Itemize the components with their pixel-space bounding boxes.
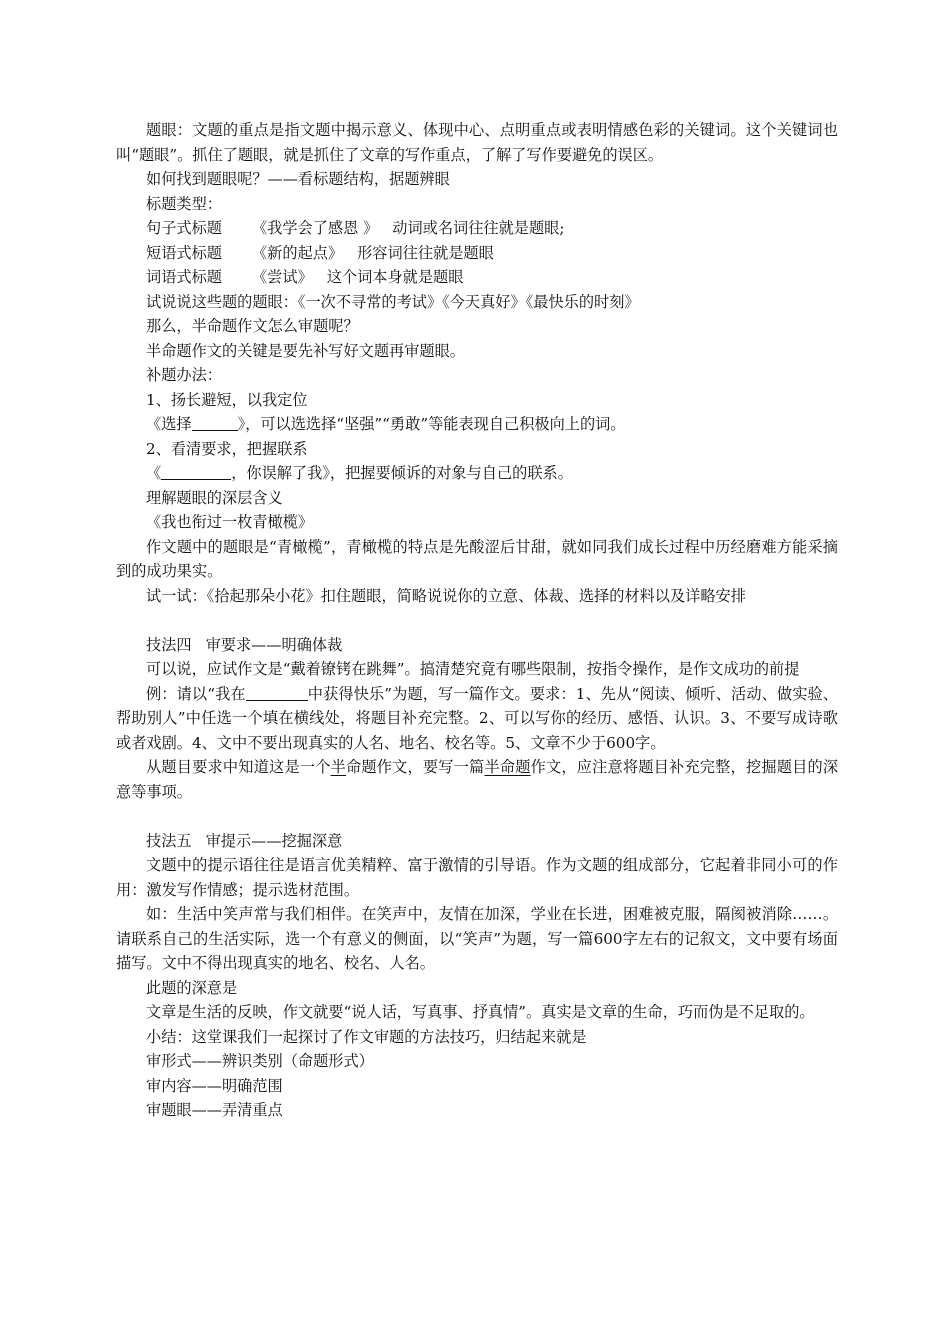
paragraph-prompt-language: 文题中的提示语往往是语言优美精粹、富于激情的引导语。作为文题的组成部分，它起着非同小可的作用：激发写作情感；提示选材范围。 — [116, 856, 838, 899]
paragraph-example-happiness — [116, 682, 838, 756]
summary-item-form: 审形式——辨识类别（命题形式） — [146, 1052, 374, 1070]
paragraph-half-title-key: 半命题作文的关键是要先补写好文题再审题眼。 — [146, 341, 465, 360]
paragraph-deep-meaning: 理解题眼的深层含义 — [146, 488, 283, 507]
technique-title: 审要求——明确体裁 — [205, 635, 343, 654]
paragraph-half-title-question: 那么，半命题作文怎么审题呢？ — [146, 317, 359, 335]
text-before-blank: 《 — [146, 464, 162, 482]
paragraph-title-types-heading: 标题类型： — [146, 194, 222, 213]
paragraph-summary: 小结：这堂课我们一起探讨了作文审题的方法技巧，归结起来就是 — [146, 1027, 587, 1046]
technique-label: 技法五 — [146, 831, 192, 850]
title-note: 动词或名词往往就是题眼; — [392, 219, 565, 237]
underlined-text: 半 — [330, 758, 346, 776]
paragraph-olive-explanation: 作文题中的题眼是“青橄榄”，青橄榄的特点是先酸涩后甘甜，就如同我们成长过程中历经磨难方能采摘到的成功果实。 — [116, 537, 838, 580]
underlined-text: 半命题 — [484, 758, 531, 776]
text-before-blank: 《选择 — [146, 415, 192, 433]
summary-item-content: 审内容——明确范围 — [146, 1076, 283, 1095]
title-type: 词语式标题 — [146, 268, 222, 286]
paragraph-half-title-analysis — [116, 755, 838, 804]
paragraph-title-eye-definition: 题眼：文题的重点是指文题中揭示意义、体现中心、点明重点或表明情感色彩的关键词。这个关键词也叫“题眼”。抓住了题眼，就是抓住了文章的写作重点，了解了写作要避免的误区。 — [116, 121, 838, 164]
text-before-blank: 例：请以“我在 — [146, 684, 246, 703]
paragraph-fill-methods: 补题办法： — [146, 366, 222, 384]
title-example: 《尝试》 — [251, 268, 313, 286]
title-note: 形容词往往就是题眼 — [357, 243, 494, 262]
title-note: 这个词本身就是题眼 — [326, 268, 464, 286]
text-segment: 从题目要求中知道这是一个 — [146, 758, 331, 776]
text-after-blank: 中获得快乐”为题，写一篇作文。要求：1、先从“阅读、倾听、活动、做实验、帮助别人”中任选一个填在横线处，将题目补充完整。2、可以写你的经历、感悟、认识。3、不要写成诗歌或者戏剧。4、文中不要出现真实的人名、地名、校名等。5、文章不少于600字。 — [116, 684, 839, 752]
blank-line — [116, 608, 838, 633]
paragraph-olive-title: 《我也衔过一枚青橄榄》 — [146, 513, 314, 531]
document-page — [116, 118, 838, 1123]
paragraph-word-title — [116, 265, 838, 290]
title-example: 《新的起点》 — [251, 243, 344, 262]
paragraph-method-2-example — [116, 461, 838, 486]
text-after-blank: ，你误解了我》，把握要倾诉的对象与自己的联系。 — [231, 464, 573, 482]
text-after-blank: 》，可以选选择“坚强”“勇敢”等能表现自己积极向上的词。 — [237, 415, 626, 433]
paragraph-try-flower: 试一试：《拾起那朵小花》扣住题眼，简略说说你的立意、体裁、选择的材料以及详略安排 — [146, 586, 746, 605]
technique-title: 审提示——挖掘深意 — [205, 831, 343, 850]
blank-line — [116, 804, 838, 829]
text-segment: 作文，应注意将题目补充完整，挖掘题目的深意等事项。 — [116, 758, 839, 801]
paragraph-sentence-title — [116, 216, 838, 241]
title-example: 《我学会了感恩 》 — [251, 219, 379, 237]
paragraph-laughter-example: 如：生活中笑声常与我们相伴。在笑声中，友情在加深，学业在长进，困难被克服，隔阂被消除……。请联系自己的生活实际，选一个有意义的侧面，以“笑声”为题，写一篇600字左右的记叙文，文中要有场面描写。文中不得出现真实的地名、校名、人名。 — [116, 905, 838, 972]
fill-in-blank — [246, 685, 308, 701]
title-type: 句子式标题 — [146, 219, 222, 237]
paragraph-method-1-example — [116, 412, 838, 437]
title-type: 短语式标题 — [146, 243, 222, 262]
paragraph-method-2: 2、看清要求，把握联系 — [146, 439, 308, 458]
summary-item-title-eye: 审题眼——弄清重点 — [146, 1101, 283, 1119]
section-heading-technique-4 — [116, 633, 838, 658]
paragraph-deep-meaning-prompt: 此题的深意是 — [146, 978, 238, 997]
section-heading-technique-5 — [116, 829, 838, 854]
technique-label: 技法四 — [146, 635, 192, 654]
text-segment: 命题作文，要写一篇 — [345, 758, 485, 776]
paragraph-method-1: 1、扬长避短，以我定位 — [146, 390, 308, 409]
paragraph-try-examples: 试说说这些题的题眼：《一次不寻常的考试》《今天真好》《最快乐的时刻》 — [146, 292, 640, 311]
paragraph-shackles: 可以说，应试作文是“戴着镣铐在跳舞”。搞清楚究竟有哪些限制，按指令操作，是作文成功的前提 — [146, 660, 800, 678]
paragraph-life-reflection: 文章是生活的反映，作文就要“说人话，写真事、抒真情”。真实是文章的生命，巧而伪是不足取的。 — [146, 1003, 815, 1021]
paragraph-find-title-eye: 如何找到题眼呢？——看标题结构，据题辨眼 — [146, 170, 450, 188]
fill-in-blank — [192, 415, 238, 431]
fill-in-blank — [161, 464, 231, 480]
paragraph-phrase-title — [116, 241, 838, 266]
